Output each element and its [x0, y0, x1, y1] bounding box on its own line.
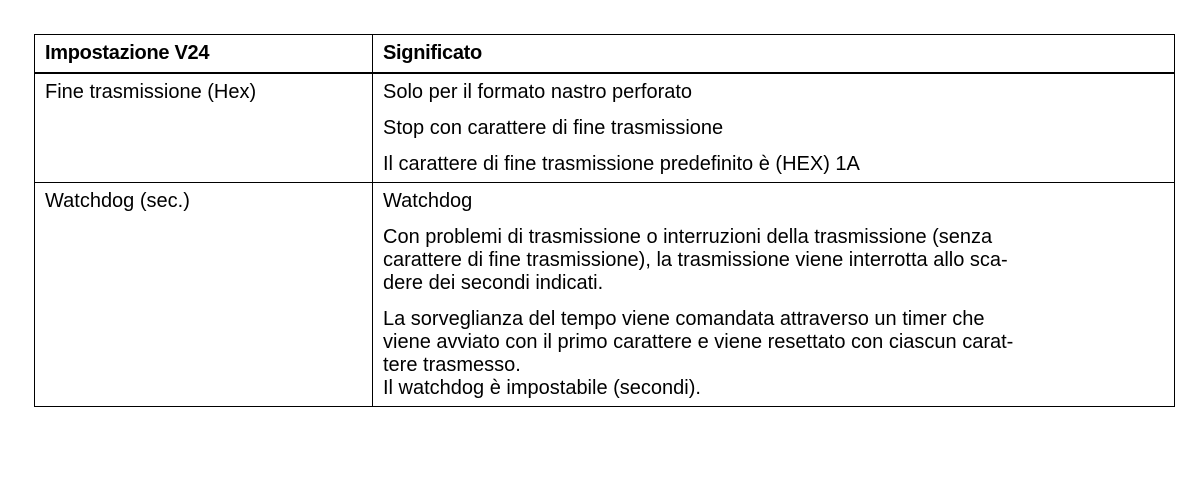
setting-label: Fine trasmissione (Hex)	[45, 81, 257, 103]
table-row-end-of-transmission	[35, 73, 1175, 183]
setting-label: Watchdog (sec.)	[45, 190, 190, 212]
paragraph-line: La sorveglianza del tempo viene comandata attraverso un timer che	[383, 308, 985, 330]
meaning-paragraph: Watchdog	[383, 190, 473, 212]
meaning-cell	[373, 73, 1175, 183]
paragraph-line: Il watchdog è impostabile (secondi).	[383, 377, 701, 399]
table-row-watchdog	[35, 183, 1175, 407]
meaning-cell	[373, 183, 1175, 407]
header-setting: Impostazione V24	[35, 35, 373, 74]
table-body	[35, 73, 1175, 407]
meaning-paragraph: Il carattere di fine trasmissione predefinito è (HEX) 1A	[383, 153, 860, 175]
header-row	[35, 35, 1175, 74]
paragraph-line: Con problemi di trasmissione o interruzioni della trasmissione (senza	[383, 226, 993, 248]
meaning-paragraph: Stop con carattere di fine trasmissione	[383, 117, 724, 139]
meaning-paragraph	[383, 301, 1164, 406]
meaning-paragraph: Solo per il formato nastro perforato	[383, 81, 693, 103]
table-header	[35, 35, 1175, 74]
paragraph-line: tere trasmesso.	[383, 354, 521, 376]
setting-cell	[35, 73, 373, 183]
paragraph-line: viene avviato con il primo carattere e viene resettato con ciascun carat-	[383, 331, 1014, 353]
settings-table	[34, 34, 1175, 407]
paragraph-line: dere dei secondi indicati.	[383, 272, 604, 294]
header-meaning: Significato	[373, 35, 1175, 74]
paragraph-line: carattere di fine trasmissione), la trasmissione viene interrotta allo sca-	[383, 249, 1008, 271]
meaning-paragraph	[383, 219, 1164, 301]
setting-cell	[35, 183, 373, 407]
